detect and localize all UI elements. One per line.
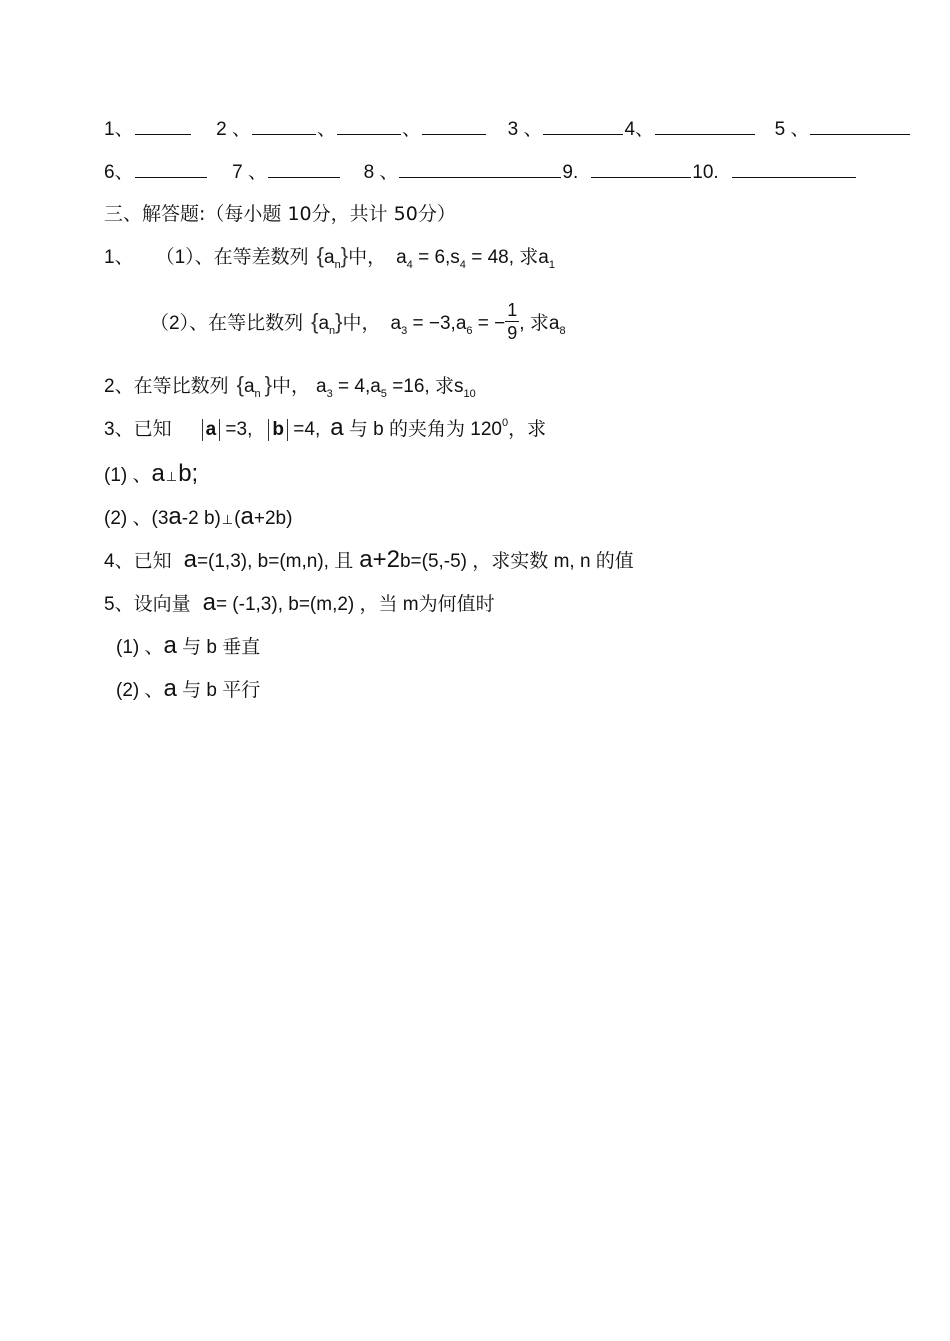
q5-sub1-text: 与 b 垂直 [176, 637, 261, 658]
q1-p1-a: a [396, 247, 407, 268]
right-brace-icon: } [335, 309, 343, 334]
q1-p1-eq1: = 6, [412, 247, 451, 268]
q4-expr-rest: b=(5,-5) ，求实数 m, n 的值 [399, 551, 634, 572]
q2-mid: 中， [272, 376, 311, 397]
q2-seq: a [243, 376, 255, 397]
blank-label-2: 2 、 [216, 119, 251, 140]
blank-label-10: 10. [692, 162, 719, 183]
question-5-sub-1 [116, 634, 260, 660]
question-1-part-2 [150, 300, 566, 346]
q3-sub1-b: b; [178, 460, 199, 487]
q2-a-sub: 3 [326, 388, 333, 400]
answer-blank-6[interactable] [135, 160, 207, 178]
q1-p1-label: （1）、在等差数列 [155, 247, 309, 268]
q3-sub2-rest: ( [234, 508, 241, 529]
q3-sub2-end: +2b) [253, 508, 293, 529]
q1-p1-a-sub: 4 [406, 259, 413, 271]
q5-sub2-a: a [163, 675, 177, 702]
abs-b [268, 419, 288, 441]
left-brace-icon: { [316, 243, 325, 268]
answer-blank-9[interactable] [591, 160, 691, 178]
question-1-part-1 [104, 244, 555, 270]
blank-label-1: 1、 [104, 119, 134, 140]
right-brace-icon: } [264, 372, 272, 397]
question-5 [104, 591, 495, 617]
answer-blank-5[interactable] [810, 117, 910, 135]
q4-expr-a: a [359, 546, 373, 573]
q2-eq1: = 4, [332, 376, 371, 397]
q3-sub2-a2: a [240, 503, 254, 530]
q3-a: a [330, 414, 344, 441]
q1-p1-mid: 中， [348, 247, 387, 268]
q3-eq2: =4, [288, 419, 321, 440]
q3-text: 与 b 的夹角为 120 [343, 419, 502, 440]
blank-label-4: 4、 [624, 119, 655, 140]
blank-label-8: 8 、 [363, 162, 399, 183]
q1-p2-a: a [390, 313, 402, 334]
q1-p1-eq2: = 48, 求 [465, 247, 539, 268]
blank-label-6: 6、 [104, 162, 134, 183]
answer-blank-3[interactable] [543, 117, 623, 135]
q1-p1-target: a [538, 247, 549, 268]
q3-abs-b: b [272, 419, 284, 440]
q2-b: a [370, 376, 381, 397]
q2-seq-sub: n [254, 388, 261, 400]
q5-sub1-label: (1) 、 [116, 637, 164, 658]
q5-sub2-text: 与 b 平行 [176, 680, 261, 701]
q1-p1-s-sub: 4 [459, 259, 466, 271]
answer-row-2 [104, 160, 857, 185]
q5-label: 5、设向量 [104, 594, 191, 615]
q5-sub1-a: a [163, 632, 177, 659]
answer-blank-2a[interactable] [252, 117, 316, 135]
question-3-sub-2 [104, 505, 292, 532]
q3-sub1-label: (1) 、 [104, 465, 152, 486]
section-heading: 三、解答题:（每小题 10分，共计 50分） [104, 203, 456, 225]
answer-blank-1[interactable] [135, 117, 191, 135]
q1-p2-label: （2）、在等比数列 [150, 313, 304, 334]
q1-p2-target: a [548, 313, 560, 334]
q2-a: a [316, 376, 327, 397]
q1-number: 1、 [104, 247, 134, 268]
q1-p1-s: s [450, 247, 460, 268]
right-brace-icon: } [340, 243, 349, 268]
q5-sub2-label: (2) 、 [116, 680, 164, 701]
answer-blank-4[interactable] [655, 117, 755, 135]
question-5-sub-2 [116, 677, 260, 703]
q3-sub2-label: (2) 、(3 [104, 508, 169, 529]
question-3 [104, 416, 546, 442]
q1-p1-seq: a [324, 247, 335, 268]
q1-p2-seq-sub: n [329, 325, 336, 337]
blank-label-5: 5 、 [774, 119, 810, 140]
abs-a [202, 419, 221, 441]
left-brace-icon: { [311, 309, 319, 334]
answer-blank-10[interactable] [732, 160, 856, 178]
answer-blank-2b[interactable] [337, 117, 401, 135]
answer-blank-2c[interactable] [422, 117, 486, 135]
question-2 [104, 373, 476, 399]
q2-b-sub: 5 [380, 388, 387, 400]
q1-p2-eq2: = − [472, 313, 506, 334]
blank-label-9: 9. [562, 162, 579, 183]
q1-p2-ask: , 求 [519, 313, 549, 334]
answer-row-1: 1、 2 、 、 、 3 、 4、 5 、 [104, 117, 911, 142]
fraction-denominator: 9 [507, 323, 518, 344]
q1-p2-b: a [455, 313, 467, 334]
q3-sub2-a: a [168, 503, 182, 530]
q3-abs-a: a [205, 419, 217, 440]
q4-a-val: =(1,3), b=(m,n), 且 [196, 551, 354, 572]
q2-s: s [454, 376, 464, 397]
q3-sub1-a: a [151, 460, 165, 487]
q1-p1-target-sub: 1 [548, 259, 555, 271]
q1-p2-eq1: = −3, [407, 313, 456, 334]
q5-a-val: = (-1,3), b=(m,2) ，当 m为何值时 [215, 594, 495, 615]
q3-sub2-mid: -2 b) [181, 508, 221, 529]
answer-blank-8[interactable] [399, 160, 561, 178]
q3-eq1: =3, [220, 419, 253, 440]
left-brace-icon: { [236, 372, 244, 397]
answer-blank-7[interactable] [268, 160, 340, 178]
q3-deg: 0 [501, 417, 509, 429]
q1-p2-target-sub: 8 [559, 325, 566, 337]
q1-p2-a-sub: 3 [401, 325, 408, 337]
question-4 [104, 548, 634, 574]
fraction-numerator: 1 [507, 300, 518, 321]
q2-eq2: =16, 求 [386, 376, 454, 397]
q2-s-sub: 10 [463, 388, 476, 400]
question-3-sub-1 [104, 462, 198, 489]
q3-ask: ，求 [508, 419, 547, 440]
q1-p1-seq-sub: n [334, 259, 341, 271]
q4-label: 4、已知 [104, 551, 172, 572]
blank-label-3: 3 、 [507, 119, 543, 140]
perpendicular-icon: ⊥ [221, 512, 234, 527]
q1-p2-b-sub: 6 [466, 325, 473, 337]
q2-label: 2、在等比数列 [104, 376, 229, 397]
fraction [505, 299, 519, 344]
q5-a: a [202, 589, 216, 616]
q4-a: a [183, 546, 197, 573]
q3-label: 3、已知 [104, 419, 172, 440]
q1-p2-mid: 中， [342, 313, 381, 334]
q1-p2-seq: a [318, 313, 330, 334]
q4-expr-plus: +2 [372, 546, 400, 573]
perpendicular-icon: ⊥ [165, 469, 178, 484]
blank-label-7: 7 、 [232, 162, 267, 183]
